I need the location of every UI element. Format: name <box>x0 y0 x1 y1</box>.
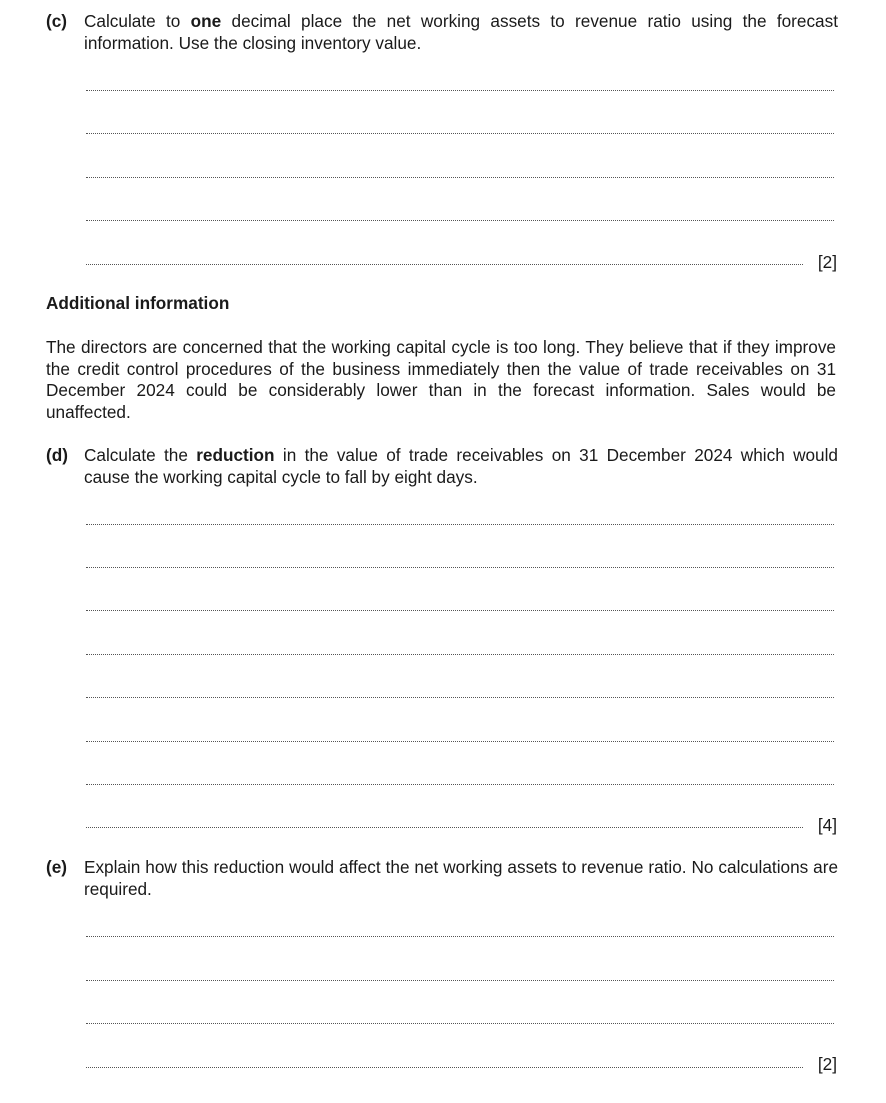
question-e-marks: [2] <box>817 1054 837 1074</box>
answer-line-d-1[interactable] <box>86 524 834 525</box>
answer-line-c-2[interactable] <box>86 133 834 134</box>
question-d-bold-word: reduction <box>196 445 275 465</box>
question-d-label: (d) <box>46 445 68 465</box>
answer-line-c-5[interactable] <box>86 264 803 265</box>
question-c <box>46 11 838 54</box>
answer-line-e-4[interactable] <box>86 1067 803 1068</box>
answer-line-e-2[interactable] <box>86 980 834 981</box>
answer-line-d-2[interactable] <box>86 567 834 568</box>
answer-line-e-1[interactable] <box>86 936 834 937</box>
question-c-label: (c) <box>46 11 68 31</box>
question-e-label: (e) <box>46 857 68 877</box>
answer-line-d-3[interactable] <box>86 610 834 611</box>
answer-line-d-5[interactable] <box>86 697 834 698</box>
answer-line-c-1[interactable] <box>86 90 834 91</box>
question-d-text-before: Calculate the <box>84 445 197 465</box>
question-d-text <box>84 445 838 488</box>
answer-line-d-8[interactable] <box>86 827 803 828</box>
answer-line-d-4[interactable] <box>86 654 834 655</box>
answer-line-c-3[interactable] <box>86 177 834 178</box>
additional-info-paragraph: The directors are concerned that the working capital cycle is too long. They believe that if they improve the credit control procedures of the business immediately then the value of trade receivables on 31 December 2024 could be considerably lower than in the forecast information. Sales would be unaffected. <box>46 337 836 422</box>
question-c-text <box>84 11 838 54</box>
question-d-marks: [4] <box>817 815 837 835</box>
question-d-text-after: in the value of trade receivables on 31 December 2024 which would cause the working capital cycle to fall by eight days. <box>84 445 838 487</box>
question-c-text-before: Calculate to <box>84 11 191 31</box>
question-c-bold-word: one <box>190 11 222 31</box>
answer-line-e-3[interactable] <box>86 1023 834 1024</box>
answer-line-d-7[interactable] <box>86 784 834 785</box>
answer-line-c-4[interactable] <box>86 220 834 221</box>
question-c-text-after: decimal place the net working assets to revenue ratio using the forecast information. Use the closing inventory value. <box>84 11 838 53</box>
answer-line-d-6[interactable] <box>86 741 834 742</box>
question-e <box>46 857 838 900</box>
additional-info-heading: Additional information <box>46 293 230 313</box>
question-e-text: Explain how this reduction would affect the net working assets to revenue ratio. No calculations are required. <box>84 857 838 899</box>
question-d <box>46 445 838 488</box>
question-c-marks: [2] <box>817 252 837 272</box>
